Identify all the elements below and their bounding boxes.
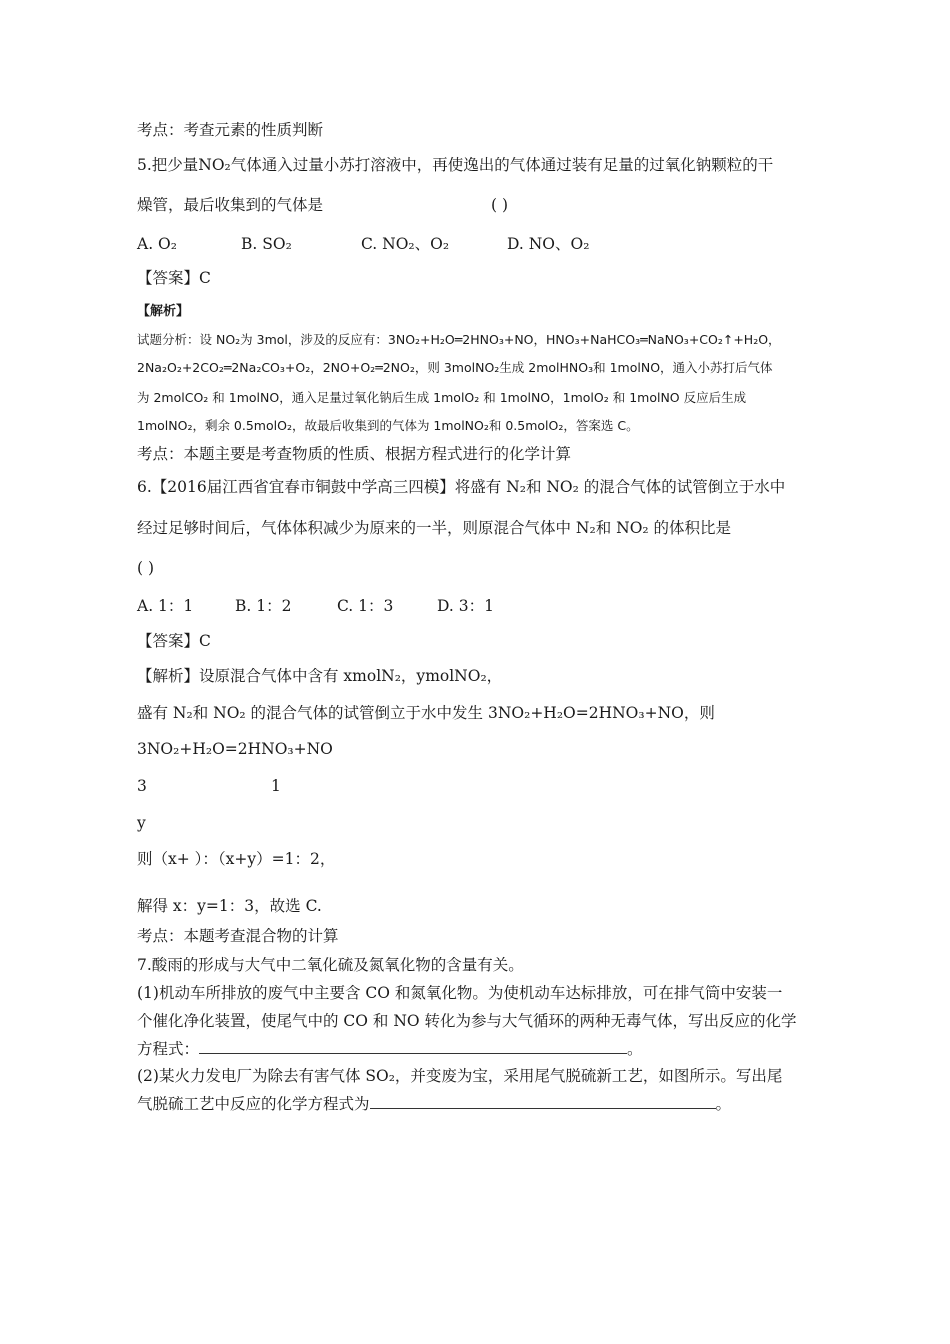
q6-eq-y: y bbox=[137, 814, 146, 832]
q6-analysis-line2: 盛有 N₂和 NO₂ 的混合气体的试管倒立于水中发生 3NO₂+H₂O=2HNO₃+NO，则 bbox=[137, 704, 715, 722]
q6-options bbox=[137, 596, 494, 616]
q6-answer: 【答案】C bbox=[137, 632, 211, 650]
q7-part1-answer-blank bbox=[199, 1039, 627, 1054]
q6-option-b: B. 1：2 bbox=[235, 597, 292, 615]
q7-part1-label: 方程式： bbox=[137, 1040, 200, 1058]
q6-option-a: A. 1：1 bbox=[137, 597, 194, 615]
q5-option-a: A. O₂ bbox=[137, 235, 177, 253]
q5-option-c: C. NO₂、O₂ bbox=[361, 235, 450, 253]
q6-eq-right: 1 bbox=[271, 777, 281, 795]
q5-option-b: B. SO₂ bbox=[241, 235, 292, 253]
q7-part2-label: 气脱硫工艺中反应的化学方程式为 bbox=[137, 1095, 370, 1113]
q6-ratio: 则（x+ ）：（x+y）=1：2， bbox=[137, 850, 336, 868]
q7-part2-line2 bbox=[137, 1094, 731, 1114]
q5-analysis-label: 【解析】 bbox=[137, 304, 190, 319]
q6-stem-line1: 6.【2016届江西省宜春市铜鼓中学高三四模】将盛有 N₂和 NO₂ 的混合气体的试管倒立于水中 bbox=[137, 478, 786, 496]
q7-part2-period: 。 bbox=[715, 1095, 732, 1113]
q5-options bbox=[137, 234, 589, 254]
q6-option-d: D. 3：1 bbox=[437, 597, 494, 615]
q6-paren: ( ) bbox=[137, 559, 155, 577]
q5-paren: ( ) bbox=[491, 196, 509, 214]
q5-stem-line2 bbox=[137, 195, 508, 215]
q6-equation: 3NO₂+H₂O=2HNO₃+NO bbox=[137, 740, 333, 758]
q5-analysis-line4: 1molNO₂，剩余 0.5molO₂，故最后收集到的气体为 1molNO₂和 0.5molO₂，答案选 C。 bbox=[137, 418, 639, 433]
q6-option-c: C. 1：3 bbox=[337, 597, 394, 615]
q7-part2-line1: (2)某火力发电厂为除去有害气体 SO₂，并变废为宝，采用尾气脱硫新工艺，如图所示。写出尾 bbox=[137, 1067, 783, 1085]
q5-kaodian: 考点：本题主要是考查物质的性质、根据方程式进行的化学计算 bbox=[137, 445, 572, 463]
q7-part1-line3 bbox=[137, 1039, 643, 1059]
q5-option-d: D. NO、O₂ bbox=[507, 235, 590, 253]
q5-analysis-line3: 为 2molCO₂ 和 1molNO，通入足量过氧化钠后生成 1molO₂ 和 1molNO，1molO₂ 和 1molNO 反应后生成 bbox=[137, 390, 747, 405]
q7-part1-line2: 个催化净化装置，使尾气中的 CO 和 NO 转化为参与大气循环的两种无毒气体，写出反应的化学 bbox=[137, 1012, 797, 1030]
q5-stem-line2-text: 燥管，最后收集到的气体是 bbox=[137, 196, 324, 214]
q5-stem-line1: 5.把少量NO₂气体通入过量小苏打溶液中，再使逸出的气体通过装有足量的过氧化钠颗粒的干 bbox=[137, 156, 774, 174]
q7-part1-line1: (1)机动车所排放的废气中主要含 CO 和氮氧化物。为使机动车达标排放，可在排气筒中安装一 bbox=[137, 984, 783, 1002]
kaodian-element-property: 考点：考查元素的性质判断 bbox=[137, 121, 324, 139]
q7-part2-answer-blank bbox=[370, 1094, 716, 1109]
q7-intro: 7.酸雨的形成与大气中二氧化硫及氮氧化物的含量有关。 bbox=[137, 956, 524, 974]
q7-part1-period: 。 bbox=[627, 1040, 643, 1058]
q5-analysis-line1: 试题分析：设 NO₂为 3mol，涉及的反应有：3NO₂+H₂O═2HNO₃+NO，HNO₃+NaHCO₃═NaNO₃+CO₂↑+H₂O， bbox=[137, 332, 781, 347]
q6-solve: 解得 x：y=1：3，故选 C. bbox=[137, 897, 322, 915]
q6-stem-line2: 经过足够时间后，气体体积减少为原来的一半，则原混合气体中 N₂和 NO₂ 的体积比是 bbox=[137, 519, 732, 537]
q5-analysis-line2: 2Na₂O₂+2CO₂═2Na₂CO₃+O₂，2NO+O₂═2NO₂，则 3molNO₂生成 2molHNO₃和 1molNO，通入小苏打后气体 bbox=[137, 360, 773, 375]
q6-equation-coefficients bbox=[137, 776, 281, 796]
q5-answer: 【答案】C bbox=[137, 269, 211, 287]
q6-eq-left: 3 bbox=[137, 777, 147, 795]
q6-kaodian: 考点：本题考查混合物的计算 bbox=[137, 927, 339, 945]
q6-analysis-line1: 【解析】设原混合气体中含有 xmolN₂，ymolNO₂， bbox=[137, 667, 503, 685]
